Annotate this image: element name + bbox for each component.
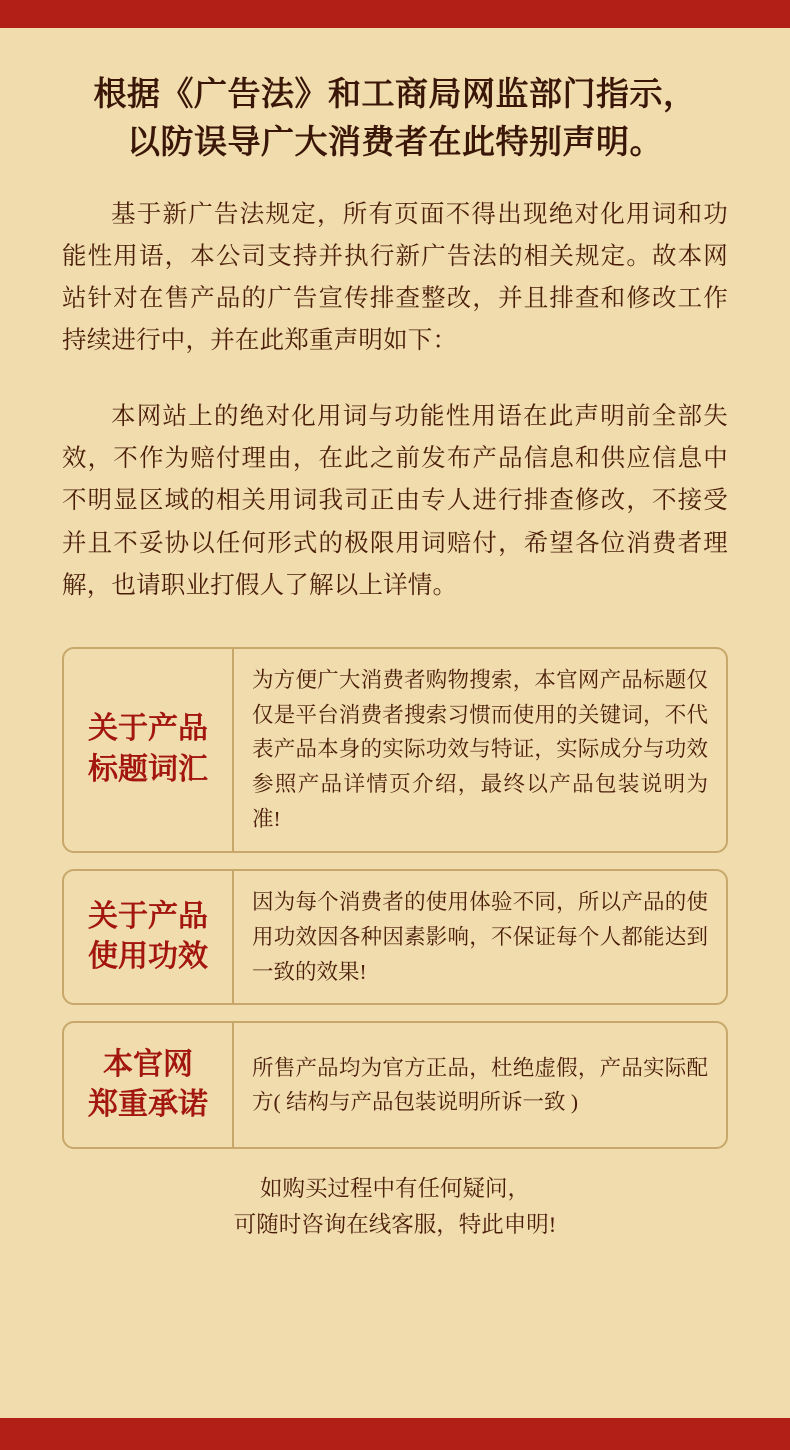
card-label-product-title xyxy=(64,649,234,851)
card-label-line1: 本官网 xyxy=(103,1047,193,1081)
card-label-line2: 标题词汇 xyxy=(88,752,208,786)
statement-card-product-effect xyxy=(62,869,728,1005)
card-label-line1: 关于产品 xyxy=(88,712,208,746)
statement-card-product-title xyxy=(62,647,728,853)
footer-note xyxy=(62,1171,728,1243)
paragraph-2: 本网站上的绝对化用词与功能性用语在此声明前全部失效，不作为赔付理由，在此之前发布产品信息和供应信息中不明显区域的相关用词我司正由专人进行排查修改，不接受并且不妥协以任何形式的极限用词赔付，希望各位消费者理解，也请职业打假人了解以上详情。 xyxy=(62,403,728,599)
card-label-product-effect xyxy=(64,871,234,1003)
card-text-product-title: 为方便广大消费者购物搜索，本官网产品标题仅仅是平台消费者搜索习惯而使用的关键词，不代表产品本身的实际功效与特证，实际成分与功效参照产品详情页介绍，最终以产品包装说明为准! xyxy=(252,667,708,832)
card-label-line2: 郑重承诺 xyxy=(88,1088,208,1122)
statement-cards xyxy=(62,647,728,1150)
card-label-line2: 使用功效 xyxy=(88,940,208,974)
card-label-official-promise xyxy=(64,1023,234,1147)
page-title-line2: 以防误导广大消费者在此特别声明。 xyxy=(127,124,663,161)
page-title-line1: 根据《广告法》和工商局网监部门指示， xyxy=(93,77,697,113)
card-text-product-effect: 因为每个消费者的使用体验不同，所以产品的使用功效因各种因素影响，不保证每个人都能达到一致的效果! xyxy=(252,889,708,984)
announcement-sheet xyxy=(0,28,790,1418)
statement-card-official-promise xyxy=(62,1021,728,1149)
footer-line1: 如购买过程中有任何疑问， xyxy=(259,1176,530,1202)
card-label-line1: 关于产品 xyxy=(88,899,208,933)
page-title xyxy=(62,72,728,168)
footer-line2: 可随时咨询在线客服，特此申明! xyxy=(233,1212,557,1238)
paragraph-1: 基于新广告法规定，所有页面不得出现绝对化用词和功能性用语，本公司支持并执行新广告法的相关规定。故本网站针对在售产品的广告宣传排查整改，并且排查和修改工作持续进行中，并在此郑重声明如下： xyxy=(62,200,728,355)
card-text-official-promise: 所售产品均为官方正品，杜绝虚假，产品实际配方( 结构与产品包装说明所诉一致 ) xyxy=(252,1055,708,1115)
